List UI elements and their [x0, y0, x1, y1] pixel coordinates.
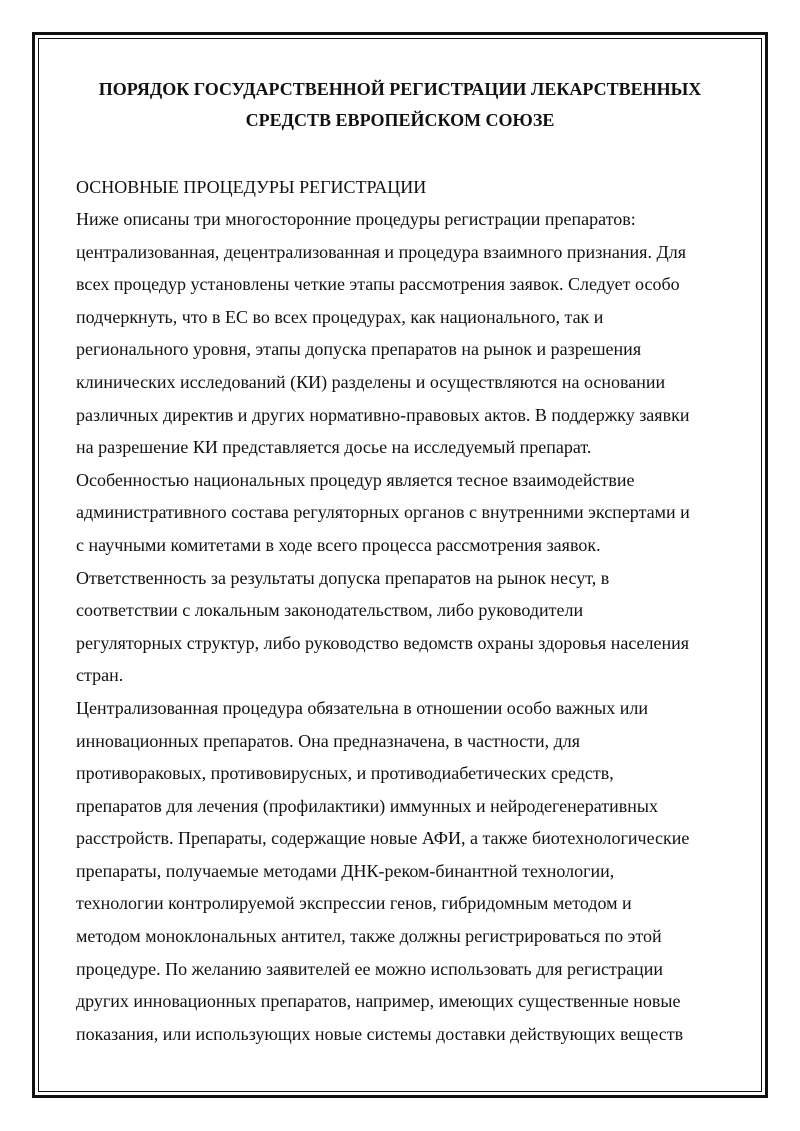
- body-line: регионального уровня, этапы допуска препаратов на рынок и разрешения: [76, 339, 642, 360]
- body-line: клинических исследований (КИ) разделены и осуществляются на основании: [76, 371, 666, 392]
- body-line: Ответственность за результаты допуска препаратов на рынок несут, в: [76, 567, 610, 588]
- body-line: стран.: [76, 665, 124, 686]
- body-line: инновационных препаратов. Она предназначена, в частности, для: [76, 730, 581, 751]
- body-paragraphs: [76, 203, 726, 1050]
- document-title-line-2: СРЕДСТВ ЕВРОПЕЙСКОМ СОЮЗЕ: [245, 110, 555, 130]
- body-line: регуляторных структур, либо руководство ведомств охраны здоровья населения: [76, 632, 690, 653]
- body-line: других инновационных препаратов, например, имеющих существенные новые: [76, 991, 681, 1012]
- body-line: Особенностью национальных процедур является тесное взаимодействие: [76, 469, 635, 490]
- body-line: препаратов для лечения (профилактики) иммунных и нейродегенеративных: [76, 795, 658, 816]
- body-line: технологии контролируемой экспрессии генов, гибридомным методом и: [76, 893, 632, 914]
- body-line: расстройств. Препараты, содержащие новые АФИ, а также биотехнологические: [76, 828, 690, 849]
- body-line: различных директив и других нормативно-правовых актов. В поддержку заявки: [76, 404, 690, 425]
- body-line: препараты, получаемые методами ДНК-реком-бинантной технологии,: [76, 860, 615, 881]
- body-line: Централизованная процедура обязательна в отношении особо важных или: [76, 697, 648, 718]
- document-title-line-1: ПОРЯДОК ГОСУДАРСТВЕННОЙ РЕГИСТРАЦИИ ЛЕКАРСТВЕННЫХ: [98, 79, 702, 99]
- body-line: централизованная, децентрализованная и процедура взаимного признания. Для: [76, 241, 687, 262]
- body-line: противораковых, противовирусных, и противодиабетических средств,: [76, 763, 614, 784]
- body-line: всех процедур установлены четкие этапы рассмотрения заявок. Следует особо: [76, 274, 680, 295]
- body-line: методом моноклональных антител, также должны регистрироваться по этой: [76, 926, 662, 947]
- section-heading: ОСНОВНЫЕ ПРОЦЕДУРЫ РЕГИСТРАЦИИ: [76, 177, 427, 197]
- body-line: соответствии с локальным законодательством, либо руководители: [76, 600, 584, 621]
- body-line: показания, или использующих новые системы доставки действующих веществ: [76, 1023, 684, 1044]
- body-line: на разрешение КИ представляется досье на исследуемый препарат.: [76, 437, 592, 458]
- body-line: административного состава регуляторных органов с внутренними экспертами и: [76, 502, 690, 523]
- body-line: подчеркнуть, что в ЕС во всех процедурах, как национального, так и: [76, 306, 604, 327]
- body-line: процедуре. По желанию заявителей ее можно использовать для регистрации: [76, 958, 663, 979]
- body-line: с научными комитетами в ходе всего процесса рассмотрения заявок.: [76, 534, 601, 555]
- body-line: Ниже описаны три многосторонние процедуры регистрации препаратов:: [76, 209, 636, 229]
